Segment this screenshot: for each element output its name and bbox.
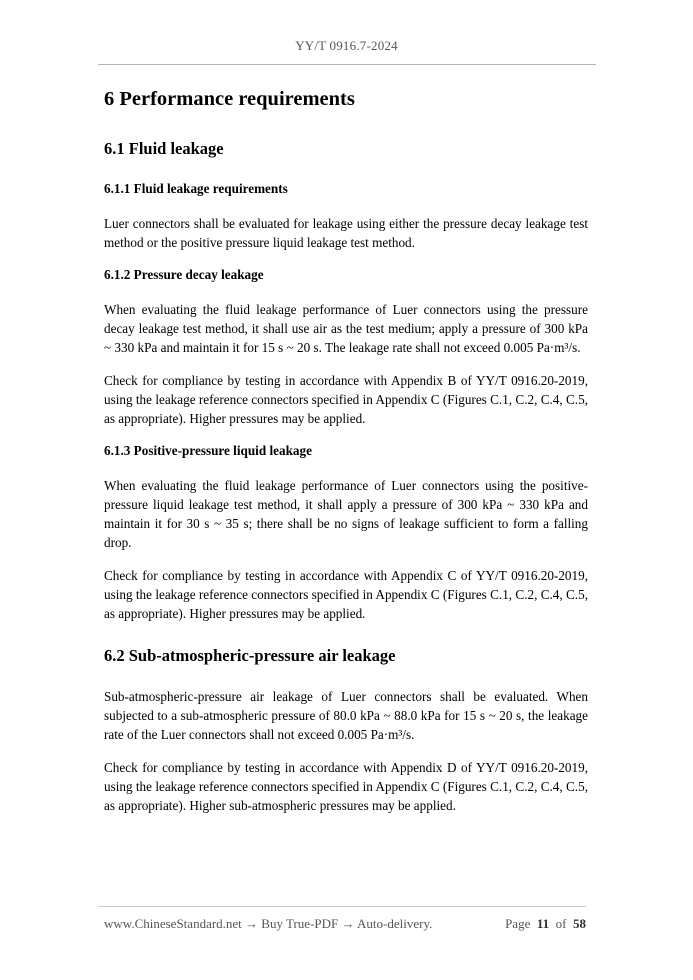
document-body: [104, 86, 588, 829]
section-6-1-title: 6.1 Fluid leakage: [104, 139, 224, 158]
footer-divider: [98, 906, 586, 907]
section-6-title: 6 Performance requirements: [104, 88, 355, 110]
section-6-1-3-paragraph-1: When evaluating the fluid leakage performance of Luer connectors using the positive-pressure liquid leakage test method, it shall apply a pressure of 300 kPa ~ 330 kPa and maintain it for 30 s ~ 35 s; there shall be no signs of leakage sufficient to form a falling drop.: [104, 478, 588, 550]
header-divider: [98, 64, 596, 65]
page-label: Page: [505, 916, 531, 931]
section-6-1-1-paragraph: Luer connectors shall be evaluated for leakage using either the pressure decay leakage test method or the positive pressure liquid leakage test method.: [104, 216, 588, 250]
section-6-2-paragraph-1: Sub-atmospheric-pressure air leakage of Luer connectors shall be evaluated. When subjected to a sub-atmospheric pressure of 80.0 kPa ~ 88.0 kPa for 15 s ~ 20 s, the leakage rate of the Luer connectors shall not exceed 0.005 Pa·m³/s.: [104, 689, 588, 742]
section-6-1-2-title: 6.1.2 Pressure decay leakage: [104, 267, 264, 282]
page-number: [505, 916, 586, 932]
section-6-2-paragraph-2: Check for compliance by testing in accordance with Appendix D of YY/T 0916.20-2019, using the leakage reference connectors specified in Appendix C (Figures C.1, C.2, C.4, C.5, as appropriate). Higher sub-atmospheric pressures may be applied.: [104, 760, 588, 813]
page-current: 11: [536, 916, 550, 931]
section-6-1-3-title: 6.1.3 Positive-pressure liquid leakage: [104, 443, 312, 458]
section-6-2-title: 6.2 Sub-atmospheric-pressure air leakage: [104, 646, 396, 665]
page-footer: [104, 916, 586, 932]
section-6-1-1-title: 6.1.1 Fluid leakage requirements: [104, 181, 288, 196]
section-6-1-2-paragraph-1: When evaluating the fluid leakage performance of Luer connectors using the pressure decay leakage test method, it shall use air as the test medium; apply a pressure of 300 kPa ~ 330 kPa and maintain it for 15 s ~ 20 s. The leakage rate shall not exceed 0.005 Pa·m³/s.: [104, 302, 588, 355]
page-header: YY/T 0916.7-2024: [295, 38, 398, 53]
section-6-1-2-paragraph-2: Check for compliance by testing in accordance with Appendix B of YY/T 0916.20-2019, using the leakage reference connectors specified in Appendix C (Figures C.1, C.2, C.4, C.5, as appropriate). Higher pressures may be applied.: [104, 373, 588, 426]
section-6-1-3-paragraph-2: Check for compliance by testing in accordance with Appendix C of YY/T 0916.20-2019, using the leakage reference connectors specified in Appendix C (Figures C.1, C.2, C.4, C.5, as appropriate). Higher pressures may be applied.: [104, 568, 588, 621]
page-total: 58: [573, 916, 586, 931]
footer-site-link[interactable]: www.ChineseStandard.net → Buy True-PDF → Auto-delivery.: [104, 916, 433, 931]
page-of: of: [555, 916, 567, 931]
